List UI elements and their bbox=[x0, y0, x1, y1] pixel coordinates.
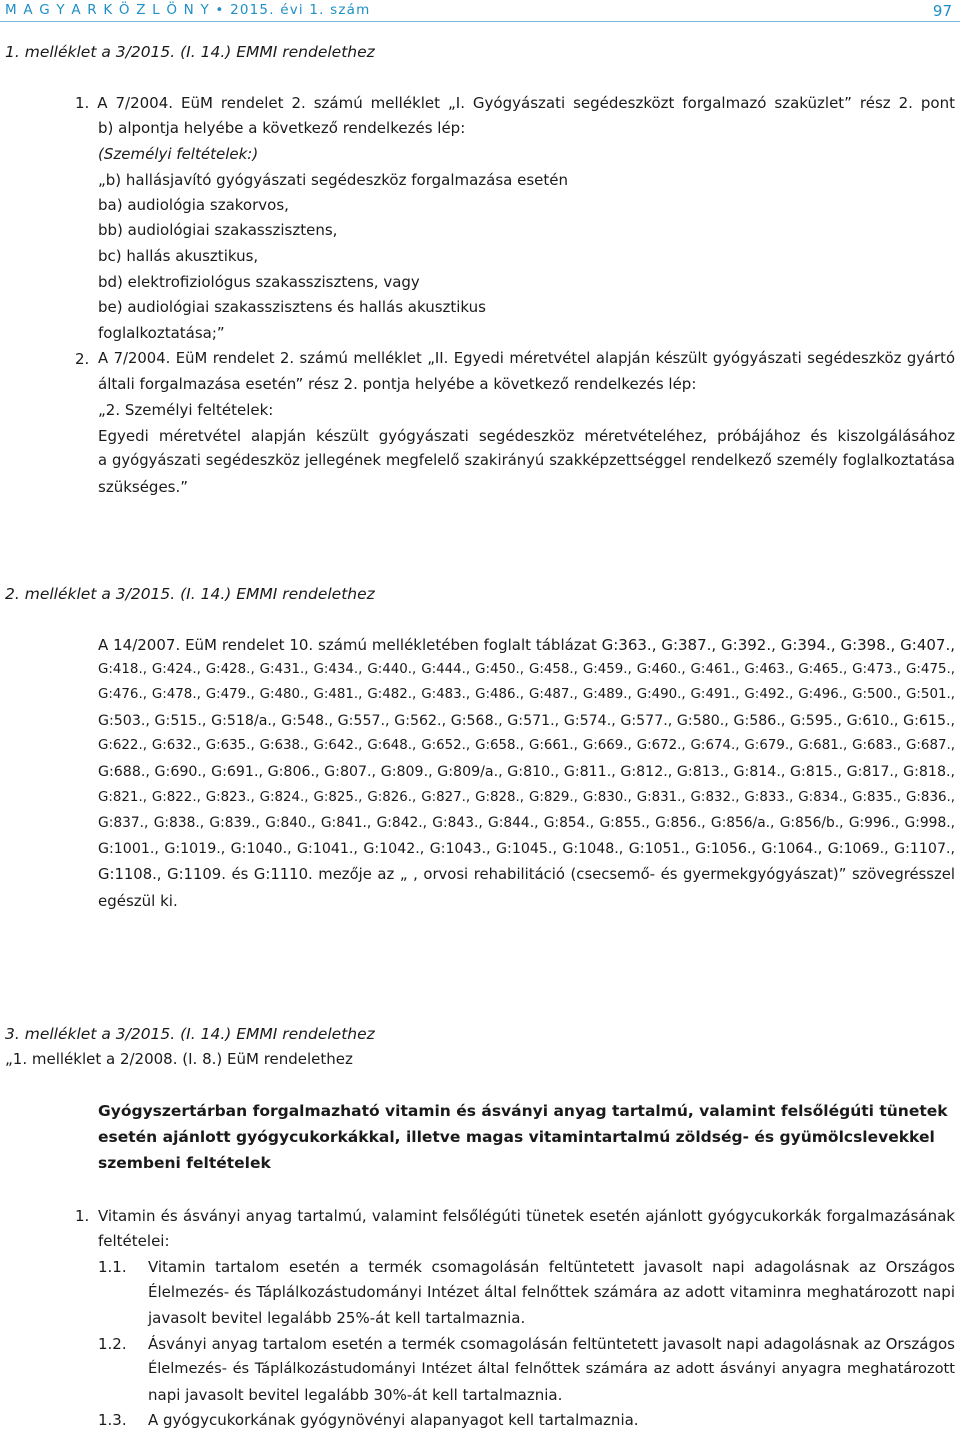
text-line: „2. Személyi feltételek: bbox=[98, 401, 274, 419]
item-1-line: feltételei: bbox=[98, 1232, 170, 1250]
item-1-line: Vitamin és ásványi anyag tartalmú, valamint felsőlégúti tünetek esetén ajánlott gyógycukorkák forgalmazásának bbox=[98, 1207, 955, 1225]
item-1-2-line: napi javasolt bevitel legalább 30%-át kell tartalmaznia. bbox=[148, 1386, 563, 1404]
page-number: 97 bbox=[932, 2, 952, 20]
annex-2-line: A 14/2007. EüM rendelet 10. számú mellékletében foglalt táblázat G:363., G:387., G:392., G:394., G:398., G:407., bbox=[98, 636, 955, 654]
annex-1-title: 1. melléklet a 3/2015. (I. 14.) EMMI rendelethez bbox=[5, 43, 375, 61]
annex-2-line: G:503., G:515., G:518/a., G:548., G:557., G:562., G:568., G:571., G:574., G:577., G:580., G:586., G:595., G:610., G:615., bbox=[98, 712, 955, 729]
item-1-2-number: 1.2. bbox=[98, 1335, 127, 1353]
text-line: foglalkoztatása;” bbox=[98, 324, 225, 342]
annex-2-line: G:1001., G:1019., G:1040., G:1041., G:1042., G:1043., G:1045., G:1048., G:1051., G:1056., G:1064., G:1069., G:1107., bbox=[98, 840, 955, 857]
annex-2-line: G:688., G:690., G:691., G:806., G:807., G:809., G:809/a., G:810., G:811., G:812., G:813., G:814., G:815., G:817., G:818., bbox=[98, 764, 955, 780]
item-1-1-line: Élelmezés- és Táplálkozástudományi Intézet által felnőttek számára az adott vitaminra meghatározott napi bbox=[148, 1283, 955, 1301]
item-1-1-line: javasolt bevitel legalább 25%-át kell tartalmaznia. bbox=[148, 1309, 526, 1327]
item-1-2-line: Élelmezés- és Táplálkozástudományi Intézet által felnőttek számára az adott ásványi anyagra meghatározott bbox=[148, 1360, 955, 1377]
annex-3-title: 3. melléklet a 3/2015. (I. 14.) EMMI rendelethez bbox=[5, 1025, 375, 1043]
text-line: A 7/2004. EüM rendelet 2. számú melléklet „II. Egyedi méretvétel alapján készült gyógyászati segédeszköz gyártó bbox=[98, 350, 955, 367]
annex-2-line: G:837., G:838., G:839., G:840., G:841., G:842., G:843., G:844., G:854., G:855., G:856., G:856/a., G:856/b., G:996., G:998., bbox=[98, 815, 955, 832]
text-line: 1. A 7/2004. EüM rendelet 2. számú melléklet „I. Gyógyászati segédeszközt forgalmazó szaküzlet” rész 2. pont bbox=[75, 94, 955, 112]
annex-2-line: G:476., G:478., G:479., G:480., G:481., G:482., G:483., G:486., G:487., G:489., G:490., G:491., G:492., G:496., G:500., G:501., bbox=[98, 687, 955, 703]
text-line: bb) audiológiai szakasszisztens, bbox=[98, 221, 338, 239]
text-line: Egyedi méretvétel alapján készült gyógyászati segédeszköz méretvételéhez, próbájához és kiszolgálásához bbox=[98, 427, 955, 445]
text-line: szükséges.” bbox=[98, 478, 189, 496]
annex-2-title: 2. melléklet a 3/2015. (I. 14.) EMMI rendelethez bbox=[5, 585, 375, 603]
text-line: bd) elektrofiziológus szakasszisztens, vagy bbox=[98, 273, 420, 291]
annex-2-line: G:622., G:632., G:635., G:638., G:642., G:648., G:652., G:658., G:661., G:669., G:672., G:674., G:679., G:681., G:683., G:687., bbox=[98, 738, 955, 754]
header-rule bbox=[0, 21, 960, 22]
item-1-3-line: A gyógycukorkának gyógynövényi alapanyagot kell tartalmaznia. bbox=[148, 1411, 639, 1429]
text-line: b) alpontja helyébe a következő rendelkezés lép: bbox=[98, 119, 466, 137]
annex-3-heading-line: esetén ajánlott gyógycukorkákkal, illetve magas vitamintartalmú zöldség- és gyümölcslevekkel bbox=[98, 1128, 935, 1146]
annex-2-line: egészül ki. bbox=[98, 892, 178, 910]
text-line: a gyógyászati segédeszköz jellegének megfelelő szakirányú szakképzettséggel rendelkező személy foglalkoztatása bbox=[98, 452, 955, 469]
text-line: „b) hallásjavító gyógyászati segédeszköz forgalmazása esetén bbox=[98, 171, 569, 189]
text-line: (Személyi feltételek:) bbox=[98, 145, 259, 163]
text-line: bc) hallás akusztikus, bbox=[98, 247, 259, 265]
annex-3-subtitle: „1. melléklet a 2/2008. (I. 8.) EüM rendelethez bbox=[5, 1050, 353, 1068]
annex-2-line: G:1108., G:1109. és G:1110. mezője az „ , orvosi rehabilitáció (csecsemő- és gyermekgyógyászat)” szövegrésszel bbox=[98, 866, 955, 884]
running-header: M A G Y A R K Ö Z L Ö N Y • 2015. évi 1. szám bbox=[5, 2, 371, 18]
item-1-number: 1. bbox=[75, 1207, 90, 1225]
item-1-3-number: 1.3. bbox=[98, 1411, 127, 1429]
paragraph-2-number: 2. bbox=[75, 350, 90, 368]
annex-2-line: G:821., G:822., G:823., G:824., G:825., G:826., G:827., G:828., G:829., G:830., G:831., G:832., G:833., G:834., G:835., G:836., bbox=[98, 789, 955, 805]
item-1-1-number: 1.1. bbox=[98, 1258, 127, 1276]
annex-3-heading-line: szembeni feltételek bbox=[98, 1154, 271, 1172]
annex-2-line: G:418., G:424., G:428., G:431., G:434., G:440., G:444., G:450., G:458., G:459., G:460., G:461., G:463., G:465., G:473., G:475., bbox=[98, 661, 955, 677]
text-line: általi forgalmazása esetén” rész 2. pontja helyébe a következő rendelkezés lép: bbox=[98, 375, 697, 393]
item-1-2-line: Ásványi anyag tartalom esetén a termék csomagolásán feltüntetett javasolt napi adagolásnak az Országos bbox=[148, 1335, 955, 1353]
annex-3-heading-line: Gyógyszertárban forgalmazható vitamin és ásványi anyag tartalmú, valamint felsőlégúti tünetek bbox=[98, 1102, 948, 1120]
text-line: be) audiológiai szakasszisztens és hallás akusztikus bbox=[98, 298, 486, 316]
item-1-1-line: Vitamin tartalom esetén a termék csomagolásán feltüntetett javasolt napi adagolásnak az Országos bbox=[148, 1258, 955, 1276]
text-line: ba) audiológia szakorvos, bbox=[98, 196, 289, 214]
